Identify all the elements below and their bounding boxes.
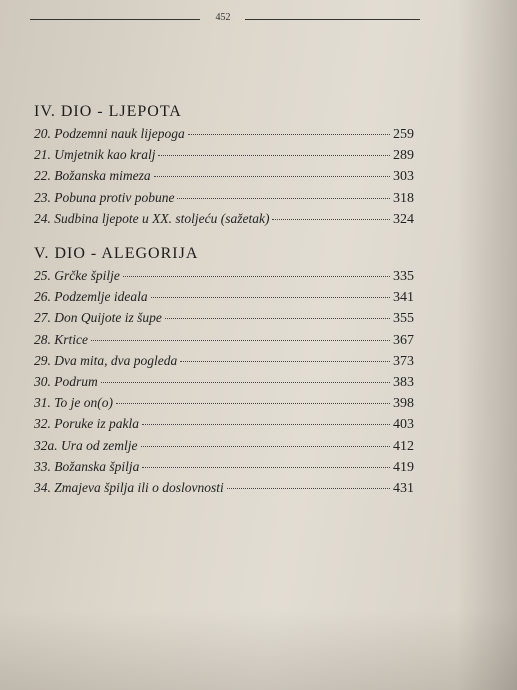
entry-label: 29. Dva mita, dva pogleda bbox=[34, 352, 178, 368]
entry-label: 26. Podzemlje ideala bbox=[34, 289, 148, 305]
toc-entry bbox=[34, 350, 414, 371]
dot-leader bbox=[116, 403, 390, 404]
entry-label: 20. Podzemni nauk lijepoga bbox=[34, 126, 185, 141]
entry-label: 25. Grčke špilje bbox=[34, 268, 120, 283]
page-bottom-shadow bbox=[0, 610, 517, 690]
toc-entry bbox=[34, 371, 414, 392]
dot-leader bbox=[177, 198, 390, 199]
section-title: IV. DIO - LJEPOTA bbox=[34, 103, 182, 120]
dot-leader bbox=[180, 361, 390, 362]
toc-entry bbox=[34, 329, 414, 350]
entry-page: 318 bbox=[393, 190, 414, 206]
entry-label: 32. Poruke iz pakla bbox=[34, 416, 139, 432]
toc-entry bbox=[34, 123, 414, 144]
entry-page: 259 bbox=[393, 127, 414, 142]
entry-label: 34. Zmajeva špilja ili o doslovnosti bbox=[34, 479, 224, 495]
entry-label: 31. To je on(o) bbox=[34, 395, 114, 411]
header-rule-left bbox=[30, 19, 200, 20]
entry-label: 23. Pobuna protiv pobune bbox=[34, 189, 175, 205]
dot-leader bbox=[101, 382, 390, 383]
dot-leader bbox=[151, 297, 390, 298]
toc-entry bbox=[34, 456, 414, 477]
entry-page: 373 bbox=[393, 353, 414, 369]
toc-entry bbox=[34, 144, 414, 165]
toc-entry bbox=[34, 208, 414, 229]
entry-label: 32a. Ura od zemlje bbox=[34, 437, 138, 453]
entry-page: 403 bbox=[393, 417, 414, 433]
entry-page: 398 bbox=[393, 396, 414, 412]
dot-leader bbox=[91, 340, 390, 341]
entry-label: 22. Božanska mimeza bbox=[34, 168, 151, 184]
dot-leader bbox=[272, 219, 390, 220]
entry-page: 412 bbox=[393, 438, 414, 454]
entry-page: 367 bbox=[393, 332, 414, 348]
entry-page: 431 bbox=[393, 480, 414, 496]
entry-page: 383 bbox=[393, 374, 414, 390]
entry-label: 27. Don Quijote iz šupe bbox=[34, 310, 162, 326]
toc-entry bbox=[34, 435, 414, 456]
dot-leader bbox=[165, 318, 390, 319]
toc-entry bbox=[34, 286, 414, 307]
dot-leader bbox=[188, 134, 390, 135]
entry-page: 341 bbox=[393, 290, 414, 306]
running-header bbox=[30, 10, 420, 30]
dot-leader bbox=[123, 276, 390, 277]
section-title: V. DIO - ALEGORIJA bbox=[34, 245, 199, 262]
entry-page: 324 bbox=[393, 211, 414, 227]
entry-label: 33. Božanska špilja bbox=[34, 458, 140, 474]
toc-entry bbox=[34, 165, 414, 186]
entry-page: 419 bbox=[393, 459, 414, 475]
toc-section-ljepota bbox=[34, 101, 414, 229]
toc-entry bbox=[34, 307, 414, 328]
dot-leader bbox=[154, 176, 390, 177]
entry-page: 289 bbox=[393, 148, 414, 164]
toc-entry bbox=[34, 477, 414, 498]
dot-leader bbox=[141, 446, 391, 447]
toc-section-alegorija bbox=[34, 243, 414, 498]
page-shadow bbox=[457, 0, 517, 690]
entry-label: 24. Sudbina ljepote u XX. stoljeću (sažetak) bbox=[34, 210, 270, 226]
entry-page: 355 bbox=[393, 311, 414, 327]
header-rule-right bbox=[245, 19, 420, 20]
toc-entry bbox=[34, 187, 414, 208]
dot-leader bbox=[158, 155, 390, 156]
entry-page: 335 bbox=[393, 269, 414, 284]
entry-label: 30. Podrum bbox=[34, 373, 98, 389]
toc-entry bbox=[34, 392, 414, 413]
entry-label: 28. Krtice bbox=[34, 331, 88, 347]
dot-leader bbox=[142, 424, 390, 425]
toc-entry bbox=[34, 413, 414, 434]
toc-entry bbox=[34, 265, 414, 286]
entry-page: 303 bbox=[393, 169, 414, 185]
dot-leader bbox=[142, 467, 390, 468]
page-number: 452 bbox=[215, 12, 231, 23]
entry-label: 21. Umjetnik kao kralj bbox=[34, 147, 156, 163]
dot-leader bbox=[227, 488, 390, 489]
